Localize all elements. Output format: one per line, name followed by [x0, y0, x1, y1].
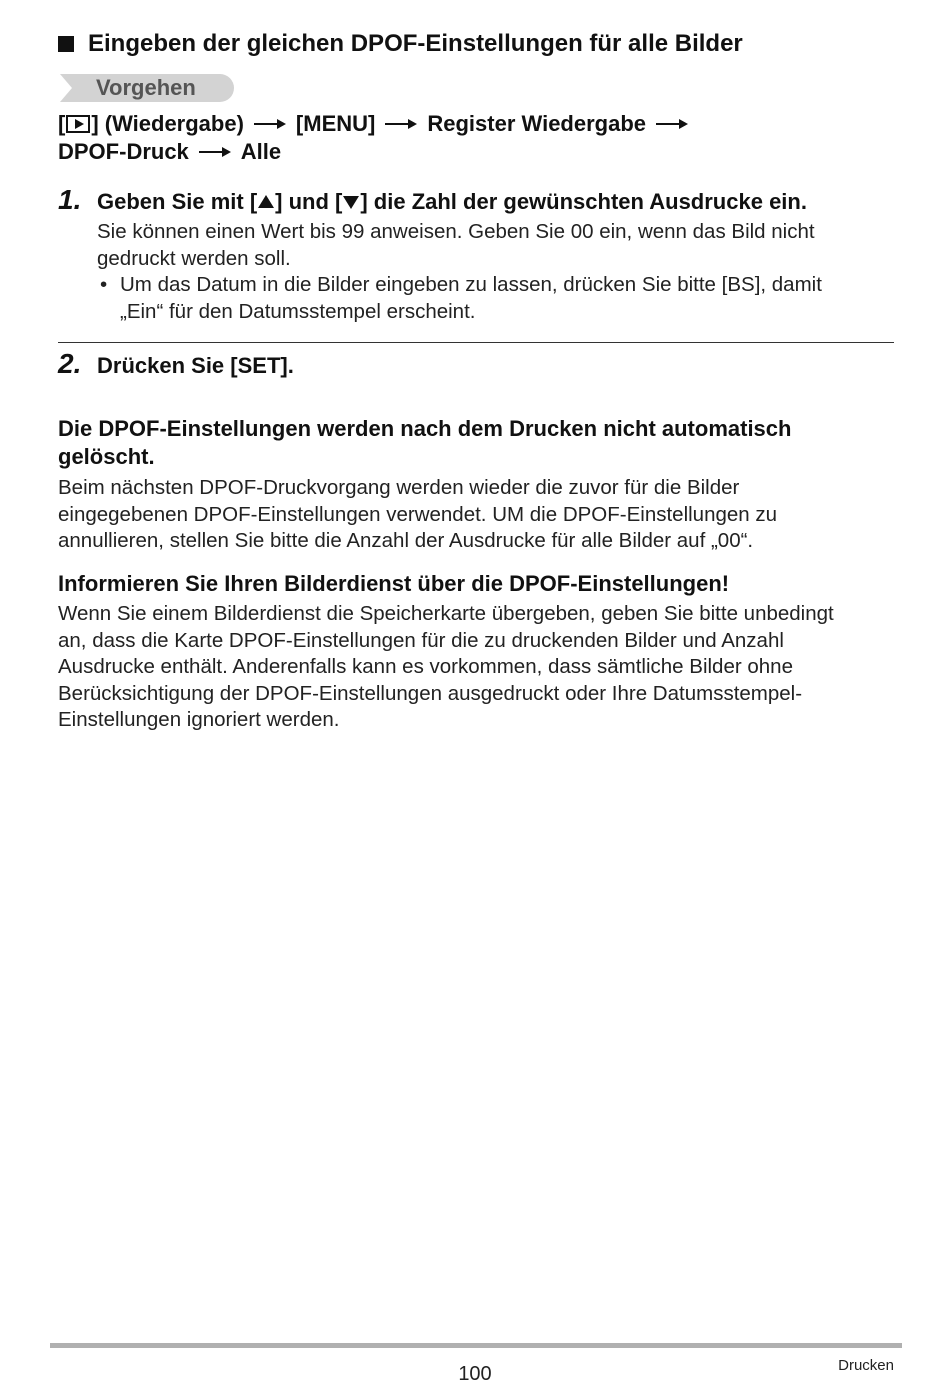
text-line: Ausdrucke enthält. Anderenfalls kann es vorkommen, dass sämtliche Bilder ohne [58, 655, 793, 678]
path-open-bracket: [ [58, 111, 66, 136]
text-line: Sie können einen Wert bis 99 anweisen. Geben Sie 00 ein, wenn das Bild nicht [97, 220, 815, 243]
arrow-right-icon [385, 118, 417, 130]
section-title-text: Eingeben der gleichen DPOF-Einstellungen für alle Bilder [88, 30, 743, 57]
path-alle: Alle [240, 139, 282, 164]
heading-line: gelöscht. [58, 444, 155, 469]
step1-heading-part: ] und [ [275, 189, 343, 214]
path-register: Register Wiedergabe [427, 111, 647, 136]
text-line: Berücksichtigung der DPOF-Einstellungen ausgedruckt oder Ihre Datumsstempel- [58, 681, 803, 705]
arrow-down-icon [343, 196, 359, 209]
arrow-up-icon [258, 195, 274, 208]
playback-icon [66, 115, 90, 133]
text-line: Wenn Sie einem Bilderdienst die Speicherkarte übergeben, geben Sie bitte unbedingt [58, 602, 834, 625]
heading-line: Die DPOF-Einstellungen werden nach dem Drucken nicht automatisch [58, 416, 792, 441]
arrow-right-icon [254, 118, 286, 130]
arrow-right-icon [199, 146, 231, 158]
step1-text [97, 219, 815, 272]
procedure-label: Vorgehen [96, 75, 196, 100]
bullet-text [120, 272, 822, 325]
text-line: an, dass die Karte DPOF-Einstellungen für die zu druckenden Bilder und Anzahl [58, 628, 784, 652]
path-dpof: DPOF-Druck [58, 139, 189, 164]
step-number: 1. [58, 184, 82, 215]
square-bullet-icon [58, 36, 74, 52]
text-line: gedruckt werden soll. [97, 246, 291, 270]
divider [58, 342, 894, 343]
step1-heading-part: Geben Sie mit [ [97, 189, 258, 214]
text-line: annullieren, stellen Sie bitte die Anzahl der Ausdrucke für alle Bilder auf „00“. [58, 529, 754, 552]
arrow-right-icon [656, 118, 688, 130]
note2-text [58, 601, 834, 734]
path-playback: ] (Wiedergabe) [91, 111, 244, 136]
note2-heading: Informieren Sie Ihren Bilderdienst über die DPOF-Einstellungen! [58, 571, 730, 596]
step2-heading: Drücken Sie [SET]. [97, 353, 294, 378]
section-title [58, 28, 743, 60]
bullet-mark: • [100, 273, 108, 296]
footer-bar [50, 1343, 902, 1348]
path-menu: [MENU] [295, 111, 376, 136]
text-line: eingegebenen DPOF-Einstellungen verwendet. UM die DPOF-Einstellungen zu [58, 502, 778, 526]
text-line: Um das Datum in die Bilder eingeben zu lassen, drücken Sie bitte [BS], damit [120, 273, 822, 296]
menu-path [58, 110, 918, 166]
text-line: „Ein“ für den Datumsstempel erscheint. [120, 299, 476, 323]
procedure-label-badge [60, 74, 234, 102]
note1-text [58, 475, 777, 555]
text-line: Einstellungen ignoriert werden. [58, 708, 340, 731]
step-number: 2. [58, 348, 82, 379]
note1-heading [58, 415, 898, 471]
footer-section-name: Drucken [838, 1357, 894, 1374]
page-number: 100 [458, 1363, 492, 1385]
text-line: Beim nächsten DPOF-Druckvorgang werden wieder die zuvor für die Bilder [58, 476, 740, 499]
step1-heading-part: ] die Zahl der gewünschten Ausdrucke ein. [360, 189, 807, 214]
badge-notch-icon [60, 74, 72, 102]
step1-heading [97, 188, 807, 216]
